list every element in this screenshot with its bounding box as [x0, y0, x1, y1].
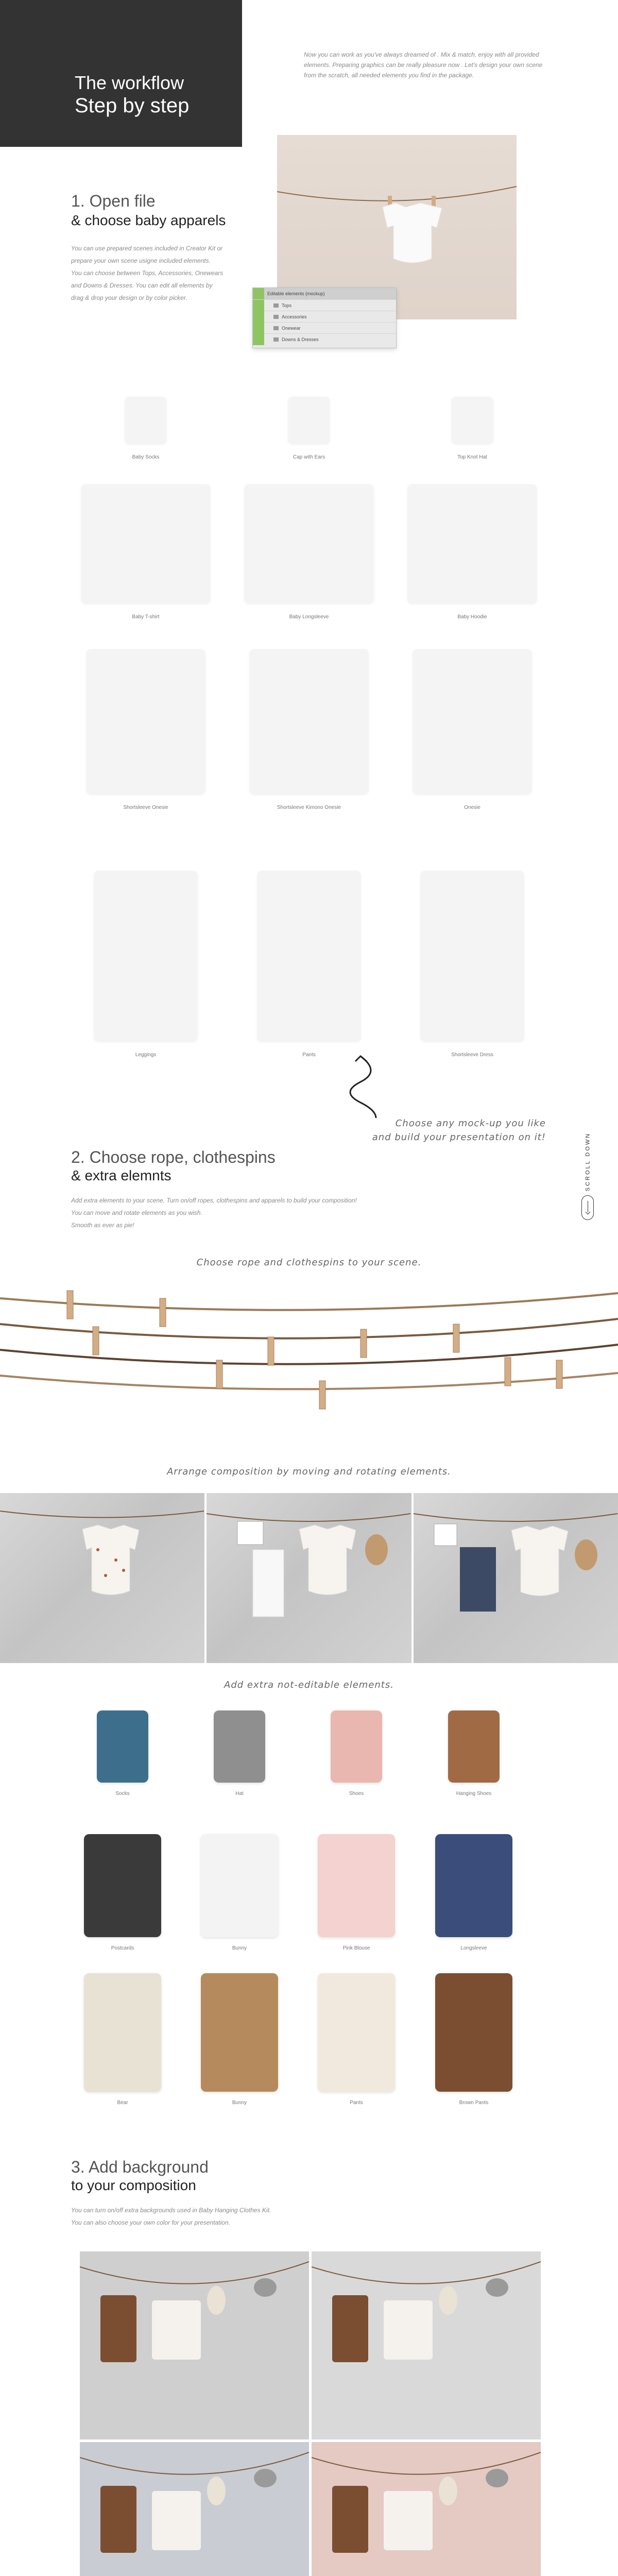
layer-label: Downs & Dresses	[282, 336, 319, 342]
folder-icon	[273, 303, 279, 308]
extra-element-card[interactable]	[188, 1834, 291, 1951]
apparel-label: Baby Socks	[132, 454, 160, 460]
extra-element-card[interactable]	[305, 1973, 408, 2106]
apparel-label: Shortsleeve Onesie	[123, 805, 168, 810]
apparel-label: Baby Hoodie	[457, 614, 487, 620]
step3-copy-line: You can turn on/off extra backgrounds used in Baby Hanging Clothes Kit.	[71, 2207, 271, 2214]
hoodie-icon	[408, 484, 537, 603]
extra-element-card[interactable]	[71, 1834, 174, 1951]
layer-row[interactable]	[253, 299, 396, 311]
callout-line1: Choose any mock-up you like	[395, 1118, 546, 1129]
composition-illustration	[414, 1493, 617, 1663]
folder-icon	[273, 337, 279, 342]
apparel-card[interactable]	[71, 871, 220, 1058]
background-pink[interactable]	[312, 2442, 541, 2576]
step1-copy-line: You can use prepared scenes included in Creator Kit or	[71, 245, 223, 252]
arrange-caption: Arrange composition by moving and rotating elements.	[167, 1466, 451, 1477]
onesie-illustration	[0, 1493, 204, 1663]
layer-row[interactable]	[253, 322, 396, 333]
apparel-label: Leggings	[135, 1052, 157, 1058]
kimono-onesie-icon	[250, 649, 368, 793]
ropes-area	[0, 1278, 618, 1432]
curly-arrow-icon	[340, 1051, 402, 1123]
apparel-card[interactable]	[71, 397, 220, 460]
step1-copy-line: prepare your own scene usigne included elements.	[71, 257, 211, 264]
apparel-label: Onesie	[464, 805, 480, 810]
extra-element-label: Bunny	[232, 2100, 247, 2106]
eye-icon[interactable]	[253, 300, 264, 311]
extra-element-label: Longsleeve	[460, 1945, 487, 1951]
layer-row[interactable]	[253, 333, 396, 345]
apparel-card[interactable]	[398, 871, 547, 1058]
extra-element-label: Postcards	[111, 1945, 134, 1951]
extra-element-image	[448, 1710, 500, 1783]
apparel-label: Shortsleeve Dress	[451, 1052, 493, 1058]
layer-label: Tops	[282, 302, 292, 308]
extra-element-image	[435, 1834, 512, 1937]
arrange-photo	[0, 1493, 207, 1663]
scroll-down-label: SCROLL DOWN	[585, 1132, 591, 1192]
tshirt-icon	[81, 484, 210, 603]
rope-caption: Choose rope and clothespins to your scene.	[196, 1257, 422, 1268]
composition-illustration	[207, 1493, 410, 1663]
layer-label: Onewear	[282, 325, 301, 331]
hanging-clothes-illustration	[312, 2442, 541, 2576]
extra-element-image	[84, 1834, 161, 1937]
apparel-card[interactable]	[234, 871, 384, 1058]
hero-title-line2: Step by step	[75, 94, 190, 117]
socks-icon	[125, 397, 166, 443]
visibility-toggle[interactable]	[253, 288, 264, 299]
mouse-icon	[581, 1195, 594, 1220]
apparel-card[interactable]	[234, 649, 384, 810]
apparel-card[interactable]	[398, 484, 547, 620]
hanging-clothes-illustration	[80, 2442, 309, 2576]
hanging-clothes-illustration	[312, 2251, 541, 2439]
onesie-long-icon	[413, 649, 531, 793]
background-cool-grey[interactable]	[80, 2442, 309, 2576]
extras-caption: Add extra not-editable elements.	[224, 1680, 394, 1690]
step1-copy-line: drag & drop your design or by color picker.	[71, 294, 187, 301]
extra-element-label: Bunny	[232, 1945, 247, 1951]
cap-ears-icon	[288, 397, 330, 443]
extra-element-label: Bear	[117, 2100, 128, 2106]
extra-element-card[interactable]	[422, 1834, 525, 1951]
step1-subtitle: & choose baby apparels	[71, 212, 226, 228]
extra-element-card[interactable]	[188, 1710, 291, 1797]
step2-copy-line: Add extra elements to your scene. Turn on/off ropes, clothespins and apparels to build your composition!	[71, 1197, 357, 1204]
background-grey[interactable]	[80, 2251, 309, 2439]
extra-element-image	[318, 1834, 395, 1937]
ropes-illustration	[0, 1278, 618, 1432]
step2-copy	[71, 1194, 462, 1231]
extra-element-image	[318, 1973, 395, 2092]
extra-element-image	[331, 1710, 382, 1783]
layer-label: Accessories	[282, 314, 307, 319]
extra-element-label: Pants	[350, 2100, 363, 2106]
step2-subtitle: & extra elemnts	[71, 1167, 171, 1183]
apparel-label: Baby T-shirt	[132, 614, 160, 620]
extra-element-image	[84, 1973, 161, 2092]
onesie-icon	[87, 649, 205, 793]
folder-icon	[273, 326, 279, 330]
extra-element-card[interactable]	[71, 1973, 174, 2106]
step3-copy	[71, 2204, 462, 2229]
step2-title: 2. Choose rope, clothespins	[71, 1148, 276, 1166]
extra-element-image	[214, 1710, 265, 1783]
apparel-card[interactable]	[234, 397, 384, 460]
extra-element-label: Socks	[115, 1791, 130, 1797]
eye-icon[interactable]	[253, 334, 264, 345]
extra-element-card[interactable]	[71, 1710, 174, 1797]
folder-icon	[273, 315, 279, 319]
apparel-label: Pants	[302, 1052, 316, 1058]
scroll-down-indicator[interactable]	[577, 1133, 598, 1226]
extra-element-image	[201, 1834, 278, 1937]
step2-copy-line: Smooth as ever as pie!	[71, 1222, 134, 1229]
layers-panel	[252, 287, 397, 348]
arrange-photo	[414, 1493, 618, 1663]
extra-element-label: Shoes	[349, 1791, 364, 1797]
step2-copy-line: You can move and rotate elements as you wish.	[71, 1209, 202, 1216]
apparel-label: Shortsleeve Kimono Onesie	[277, 805, 341, 810]
hanging-clothes-illustration	[80, 2251, 309, 2439]
background-light-grey[interactable]	[312, 2251, 541, 2439]
extra-element-image	[201, 1973, 278, 2092]
step1-copy-line: and Downs & Dresses. You can edit all elements by	[71, 282, 213, 289]
apparel-card[interactable]	[398, 649, 547, 810]
apparel-label: Baby Longsleeve	[289, 614, 329, 620]
extra-element-card[interactable]	[305, 1710, 408, 1797]
extra-element-label: Pink Blouse	[342, 1945, 370, 1951]
step3-subtitle: to your composition	[71, 2177, 196, 2193]
extra-element-label: Hanging Shoes	[456, 1791, 492, 1797]
eye-icon[interactable]	[253, 311, 264, 323]
apparel-card[interactable]	[71, 649, 220, 810]
pants-icon	[258, 871, 360, 1041]
arrange-photo	[207, 1493, 413, 1663]
step1-title: 1. Open file	[71, 192, 156, 210]
leggings-icon	[94, 871, 197, 1041]
extra-element-image	[435, 1973, 512, 2092]
callout-line2: and build your presentation on it!	[372, 1132, 546, 1143]
extra-element-card[interactable]	[422, 1973, 525, 2106]
apparel-label: Top Knot Hat	[457, 454, 487, 460]
apparel-label: Cap with Ears	[293, 454, 325, 460]
layer-row[interactable]	[253, 311, 396, 322]
layers-panel-header	[253, 288, 396, 299]
layers-panel-title: Editable elements (mockup)	[267, 291, 325, 296]
extra-element-card[interactable]	[305, 1834, 408, 1951]
dress-icon	[421, 871, 524, 1041]
extra-element-card[interactable]	[422, 1710, 525, 1797]
extra-element-card[interactable]	[188, 1973, 291, 2106]
eye-icon[interactable]	[253, 323, 264, 334]
extra-element-label: Brown Pants	[459, 2100, 489, 2106]
intro-text: Now you can work as you've always dreamed of . Mix & match, enjoy with all provided elements. Preparing graphics can be really pleasure now . Let's design your own scene from the scratch, all needed elements you find in the package.	[304, 51, 543, 79]
apparel-card[interactable]	[234, 484, 384, 620]
knot-hat-icon	[452, 397, 493, 443]
extra-element-image	[97, 1710, 148, 1783]
apparel-card[interactable]	[71, 484, 220, 620]
longsleeve-icon	[245, 484, 373, 603]
extra-element-label: Hat	[235, 1791, 244, 1797]
step1-copy	[71, 242, 256, 304]
step1-copy-line: You can choose between Tops, Accessories, Onewears	[71, 269, 224, 277]
step3-copy-line: You can also choose your own color for your presentation.	[71, 2219, 230, 2226]
arrange-gallery	[0, 1493, 618, 1663]
apparel-card[interactable]	[398, 397, 547, 460]
step3-title: 3. Add background	[71, 2158, 209, 2176]
hero-title-line1: The workflow	[75, 72, 184, 93]
